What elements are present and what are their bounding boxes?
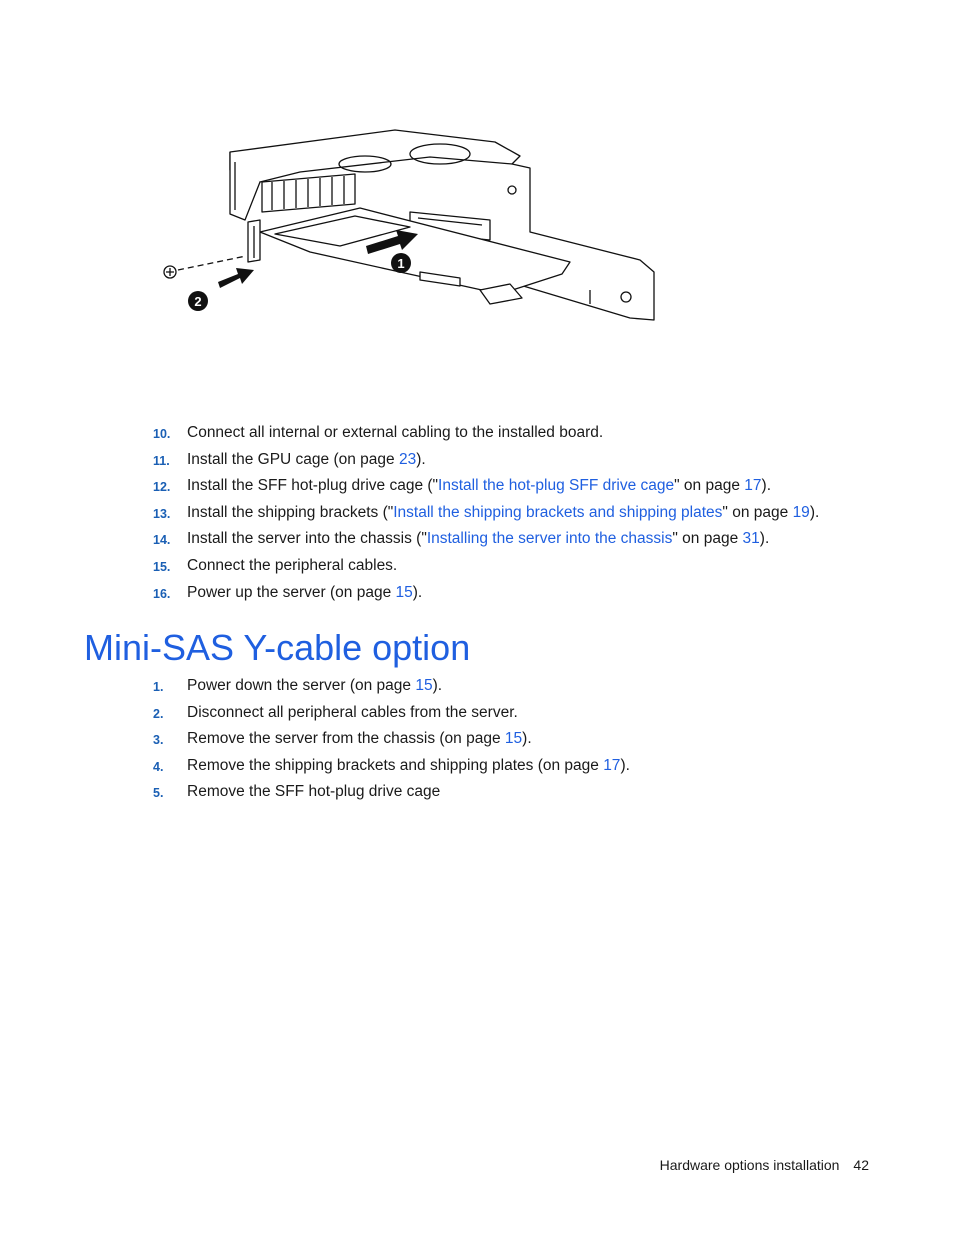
step-number: 4. [153, 760, 164, 774]
page-link[interactable]: 15 [415, 677, 433, 694]
page-link[interactable]: 15 [395, 584, 413, 601]
step-text-fragment: Install the GPU cage (on page [187, 451, 399, 468]
step-text [187, 474, 771, 498]
list-item [0, 727, 954, 751]
page-footer [660, 1157, 869, 1173]
step-text-fragment: Remove the server from the chassis (on page [187, 730, 505, 747]
step-number: 1. [153, 680, 164, 694]
step-text-fragment: ). [759, 530, 770, 547]
page-link[interactable]: 17 [744, 477, 762, 494]
list-item [0, 448, 954, 472]
step-text-fragment: Power down the server (on page [187, 677, 416, 694]
step-number: 13. [153, 507, 171, 521]
step-text [187, 581, 422, 605]
list-item [0, 674, 954, 698]
step-text [187, 780, 440, 804]
step-text [187, 727, 532, 751]
list-item [0, 501, 954, 525]
step-text [187, 527, 769, 551]
step-text [187, 421, 603, 445]
step-text-fragment: ). [432, 677, 443, 694]
page-link[interactable]: 19 [792, 504, 810, 521]
step-text-fragment: Connect all internal or external cabling to the installed board. [187, 424, 604, 441]
page-link[interactable]: Installing the server into the chassis [426, 530, 673, 547]
step-text-fragment: ). [416, 451, 426, 468]
list-item [0, 421, 954, 445]
step-text [187, 448, 426, 472]
step-text-fragment: Install the SFF hot-plug drive cage (" [187, 477, 439, 494]
step-number: 3. [153, 733, 164, 747]
step-text-fragment: " on page [672, 530, 743, 547]
list-item [0, 527, 954, 551]
step-text-fragment: Remove the SFF hot-plug drive cage [187, 783, 441, 800]
step-number: 5. [153, 786, 164, 800]
page-number: 42 [853, 1157, 869, 1173]
step-text-fragment: " on page [674, 477, 745, 494]
step-number: 16. [153, 587, 171, 601]
step-text-fragment: ). [522, 730, 532, 747]
step-number: 12. [153, 480, 171, 494]
step-text [187, 701, 518, 725]
step-text-fragment: Remove the shipping brackets and shipping plates (on page [187, 757, 604, 774]
step-number: 2. [153, 707, 164, 721]
step-text-fragment: Install the server into the chassis (" [187, 530, 427, 547]
step-text [187, 754, 630, 778]
step-text-fragment: " on page [722, 504, 793, 521]
step-number: 11. [153, 454, 170, 468]
list-item [0, 701, 954, 725]
list-item [0, 581, 954, 605]
step-text-fragment: Connect the peripheral cables. [187, 557, 398, 574]
installation-illustration [150, 112, 670, 332]
page-link[interactable]: Install the hot-plug SFF drive cage [438, 477, 675, 494]
step-text-fragment: ). [809, 504, 820, 521]
list-item [0, 780, 954, 804]
list-item [0, 474, 954, 498]
page-link[interactable]: 23 [398, 451, 417, 468]
page-link[interactable]: Install the shipping brackets and shipping plates [393, 504, 723, 521]
footer-section-title: Hardware options installation [659, 1157, 840, 1173]
list-item [0, 754, 954, 778]
step-number: 10. [153, 427, 171, 441]
callout-2: 2 [194, 294, 202, 309]
step-number: 14. [153, 533, 171, 547]
step-text [187, 554, 397, 578]
step-text [187, 501, 819, 525]
list-item [0, 554, 954, 578]
step-text [187, 674, 442, 698]
page-link[interactable]: 17 [603, 757, 621, 774]
step-text-fragment: ). [412, 584, 423, 601]
step-text-fragment: ). [761, 477, 771, 494]
step-text-fragment: Disconnect all peripheral cables from the server. [187, 704, 518, 721]
section-heading: Mini-SAS Y-cable option [84, 627, 471, 668]
step-text-fragment: ). [620, 757, 630, 774]
step-number: 15. [153, 560, 171, 574]
step-text-fragment: Install the shipping brackets (" [187, 504, 394, 521]
page-link[interactable]: 15 [504, 730, 523, 747]
callout-1: 1 [397, 256, 405, 271]
step-text-fragment: Power up the server (on page [187, 584, 396, 601]
page-link[interactable]: 31 [742, 530, 760, 547]
